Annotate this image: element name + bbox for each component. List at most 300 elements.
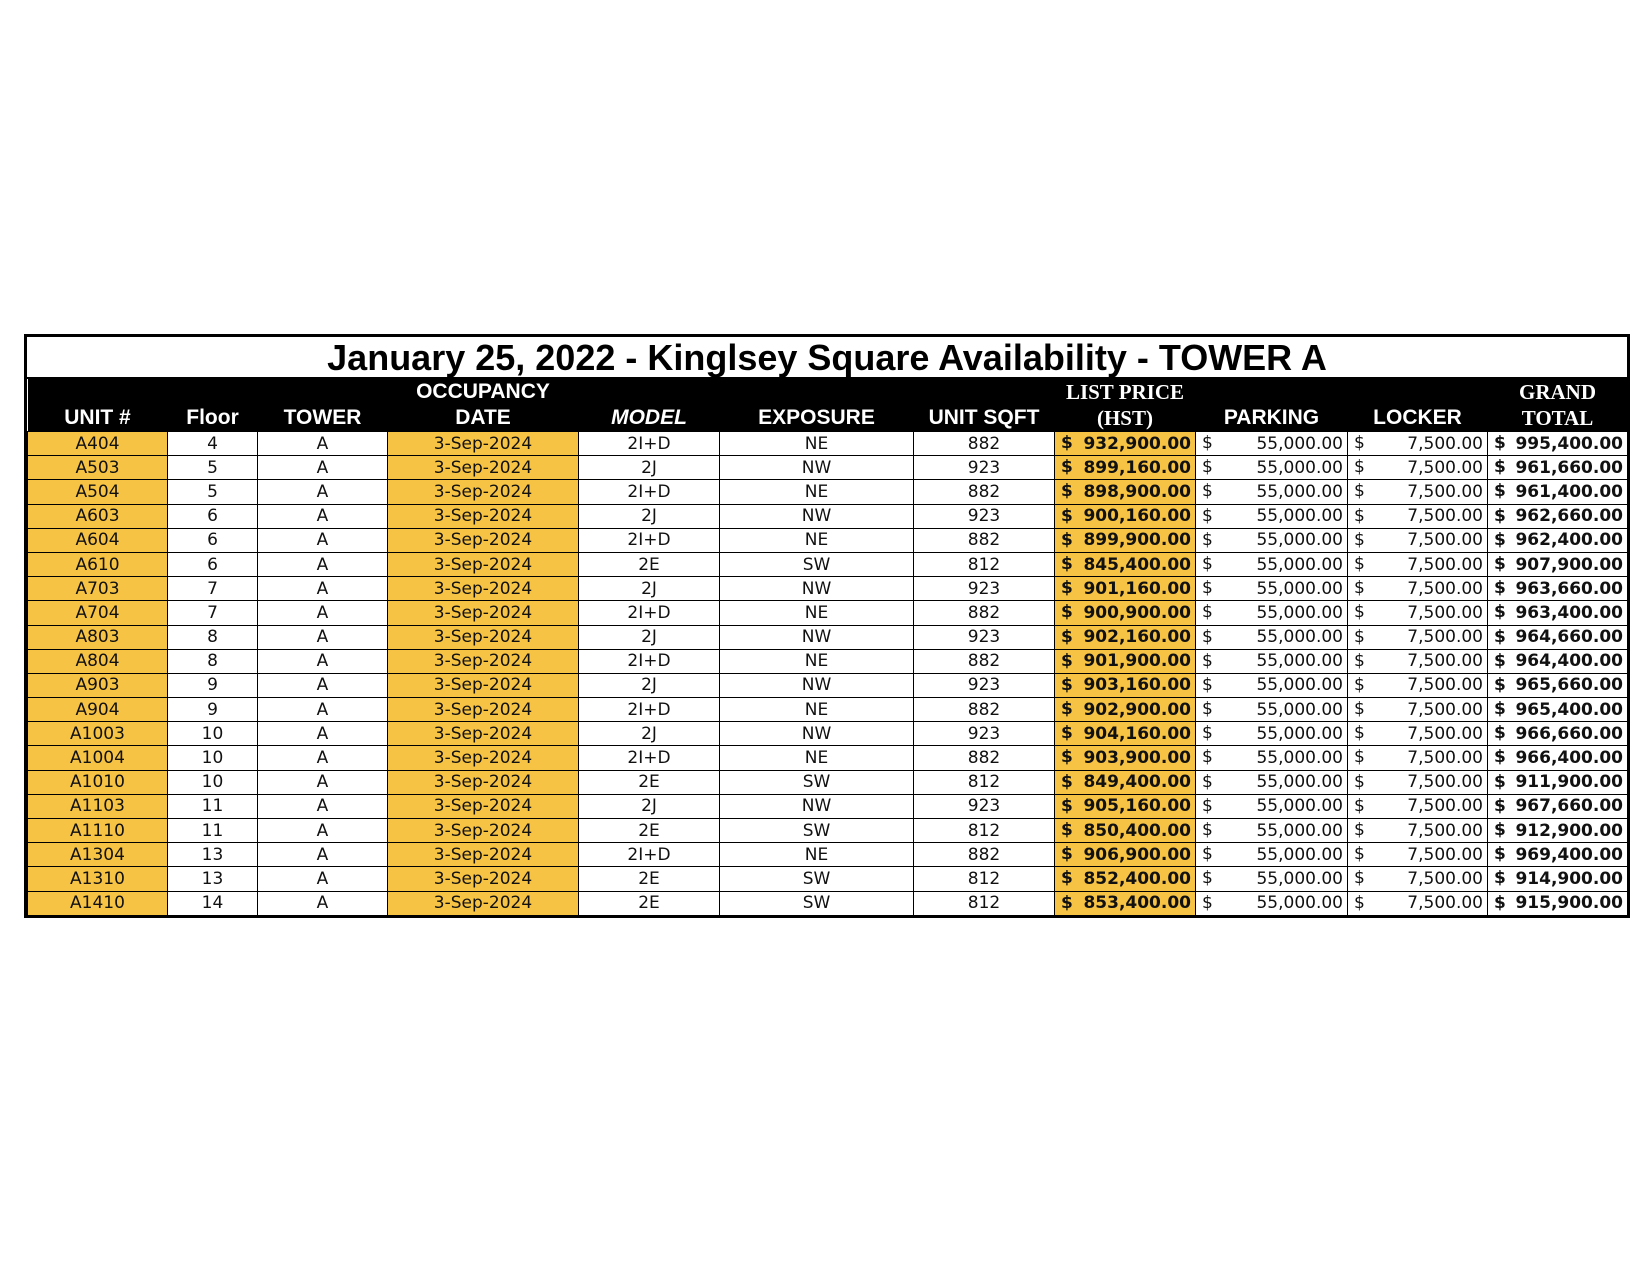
cell-grand-total-value: 962,400.00 [1515, 530, 1623, 551]
cell-model: 2J [579, 673, 720, 697]
cell-floor: 7 [168, 577, 258, 601]
cell-occupancy-date: 3-Sep-2024 [388, 843, 579, 867]
cell-floor: 8 [168, 625, 258, 649]
cell-unit: A1003 [28, 722, 168, 746]
cell-floor: 5 [168, 480, 258, 504]
currency-symbol: $ [1061, 529, 1073, 550]
currency-symbol: $ [1061, 674, 1073, 695]
cell-parking-value: 55,000.00 [1256, 893, 1343, 914]
table-row [28, 432, 1628, 456]
cell-floor: 11 [168, 794, 258, 818]
currency-symbol: $ [1354, 650, 1365, 671]
sheet-title: January 25, 2022 - Kinglsey Square Availability - TOWER A [27, 337, 1627, 379]
currency-symbol: $ [1494, 553, 1506, 574]
header-grand-total [1488, 379, 1628, 432]
cell-locker-value: 7,500.00 [1407, 506, 1483, 527]
header-floor: Floor [168, 379, 258, 432]
cell-unit-sqft: 923 [914, 673, 1055, 697]
table-body [28, 432, 1628, 915]
currency-symbol: $ [1354, 795, 1365, 816]
cell-grand-total-value: 967,660.00 [1515, 796, 1623, 817]
header-model: MODEL [579, 379, 720, 432]
table-row [28, 456, 1628, 480]
table-row [28, 698, 1628, 722]
cell-floor: 14 [168, 891, 258, 915]
currency-symbol: $ [1354, 747, 1365, 768]
cell-list-price [1055, 552, 1196, 576]
cell-unit: A504 [28, 480, 168, 504]
table-row [28, 528, 1628, 552]
cell-unit-sqft: 812 [914, 867, 1055, 891]
cell-locker-value: 7,500.00 [1407, 748, 1483, 769]
table-row [28, 819, 1628, 843]
cell-floor: 6 [168, 552, 258, 576]
cell-occupancy-date: 3-Sep-2024 [388, 698, 579, 722]
cell-list-price-value: 850,400.00 [1083, 820, 1191, 841]
cell-parking [1196, 480, 1348, 504]
cell-grand-total [1488, 746, 1628, 770]
cell-parking [1196, 722, 1348, 746]
currency-symbol: $ [1202, 481, 1213, 502]
cell-model: 2J [579, 794, 720, 818]
currency-symbol: $ [1354, 820, 1365, 840]
cell-grand-total-value: 962,660.00 [1515, 506, 1623, 527]
cell-list-price-value: 904,160.00 [1083, 723, 1191, 744]
cell-floor: 13 [168, 867, 258, 891]
cell-parking [1196, 577, 1348, 601]
cell-list-price-value: 900,160.00 [1083, 506, 1191, 527]
cell-occupancy-date: 3-Sep-2024 [388, 504, 579, 528]
cell-parking-value: 55,000.00 [1256, 457, 1343, 478]
cell-tower: A [258, 891, 388, 915]
cell-occupancy-date: 3-Sep-2024 [388, 432, 579, 456]
cell-list-price [1055, 843, 1196, 867]
currency-symbol: $ [1202, 723, 1213, 744]
cell-grand-total [1488, 577, 1628, 601]
cell-locker-value: 7,500.00 [1407, 723, 1483, 744]
cell-list-price-value: 901,900.00 [1083, 651, 1191, 672]
header-occupancy-line1: OCCUPANCY [416, 380, 550, 403]
cell-occupancy-date: 3-Sep-2024 [388, 601, 579, 625]
currency-symbol: $ [1202, 457, 1213, 478]
cell-grand-total [1488, 649, 1628, 673]
cell-unit: A703 [28, 577, 168, 601]
cell-exposure: NE [720, 843, 914, 867]
cell-exposure: NE [720, 698, 914, 722]
currency-symbol: $ [1494, 602, 1506, 623]
currency-symbol: $ [1494, 771, 1506, 792]
currency-symbol: $ [1354, 674, 1365, 695]
cell-locker-value: 7,500.00 [1407, 602, 1483, 623]
cell-parking [1196, 673, 1348, 697]
cell-floor: 7 [168, 601, 258, 625]
header-tower: TOWER [258, 379, 388, 432]
cell-exposure: NW [720, 625, 914, 649]
cell-parking-value: 55,000.00 [1256, 602, 1343, 623]
cell-list-price-value: 906,900.00 [1083, 844, 1191, 865]
header-unit: UNIT # [28, 379, 168, 432]
cell-locker [1348, 456, 1488, 480]
currency-symbol: $ [1061, 820, 1073, 840]
cell-list-price [1055, 746, 1196, 770]
cell-parking [1196, 698, 1348, 722]
cell-parking [1196, 819, 1348, 843]
currency-symbol: $ [1202, 529, 1213, 550]
cell-locker-value: 7,500.00 [1407, 796, 1483, 817]
cell-list-price-value: 901,160.00 [1083, 578, 1191, 599]
cell-list-price [1055, 504, 1196, 528]
cell-unit-sqft: 882 [914, 843, 1055, 867]
table-row [28, 746, 1628, 770]
cell-unit-sqft: 923 [914, 625, 1055, 649]
cell-unit: A804 [28, 649, 168, 673]
cell-unit: A503 [28, 456, 168, 480]
header-list-price-line1: LIST PRICE [1065, 380, 1185, 404]
cell-exposure: SW [720, 770, 914, 794]
cell-model: 2J [579, 722, 720, 746]
cell-unit: A1103 [28, 794, 168, 818]
cell-parking-value: 55,000.00 [1256, 578, 1343, 599]
cell-occupancy-date: 3-Sep-2024 [388, 456, 579, 480]
currency-symbol: $ [1202, 433, 1213, 453]
cell-list-price-value: 900,900.00 [1083, 602, 1191, 623]
cell-occupancy-date: 3-Sep-2024 [388, 649, 579, 673]
currency-symbol: $ [1494, 723, 1506, 744]
cell-grand-total-value: 966,660.00 [1515, 723, 1623, 744]
currency-symbol: $ [1494, 747, 1506, 768]
currency-symbol: $ [1061, 433, 1073, 453]
currency-symbol: $ [1202, 892, 1213, 913]
cell-list-price-value: 902,900.00 [1083, 699, 1191, 720]
cell-occupancy-date: 3-Sep-2024 [388, 722, 579, 746]
cell-unit-sqft: 812 [914, 891, 1055, 915]
table-row [28, 673, 1628, 697]
cell-parking-value: 55,000.00 [1256, 627, 1343, 648]
cell-tower: A [258, 432, 388, 456]
table-row [28, 625, 1628, 649]
cell-locker-value: 7,500.00 [1407, 627, 1483, 648]
cell-tower: A [258, 698, 388, 722]
currency-symbol: $ [1494, 650, 1506, 671]
cell-list-price [1055, 601, 1196, 625]
cell-unit-sqft: 923 [914, 504, 1055, 528]
cell-model: 2J [579, 577, 720, 601]
cell-list-price-value: 903,160.00 [1083, 675, 1191, 696]
currency-symbol: $ [1202, 747, 1213, 768]
cell-locker-value: 7,500.00 [1407, 578, 1483, 599]
cell-locker [1348, 819, 1488, 843]
currency-symbol: $ [1202, 626, 1213, 647]
table-row [28, 867, 1628, 891]
cell-locker-value: 7,500.00 [1407, 554, 1483, 575]
currency-symbol: $ [1494, 529, 1506, 550]
cell-model: 2I+D [579, 746, 720, 770]
cell-grand-total [1488, 552, 1628, 576]
cell-locker [1348, 746, 1488, 770]
cell-grand-total-value: 966,400.00 [1515, 748, 1623, 769]
currency-symbol: $ [1354, 626, 1365, 647]
cell-tower: A [258, 819, 388, 843]
header-locker: LOCKER [1348, 379, 1488, 432]
cell-grand-total-value: 969,400.00 [1515, 844, 1623, 865]
currency-symbol: $ [1354, 868, 1365, 889]
cell-list-price [1055, 867, 1196, 891]
cell-grand-total [1488, 819, 1628, 843]
currency-symbol: $ [1061, 578, 1073, 599]
cell-unit: A603 [28, 504, 168, 528]
cell-parking-value: 55,000.00 [1256, 530, 1343, 551]
cell-parking-value: 55,000.00 [1256, 699, 1343, 720]
cell-model: 2I+D [579, 432, 720, 456]
cell-grand-total-value: 963,400.00 [1515, 602, 1623, 623]
cell-occupancy-date: 3-Sep-2024 [388, 770, 579, 794]
cell-locker-value: 7,500.00 [1407, 868, 1483, 889]
cell-grand-total [1488, 601, 1628, 625]
cell-floor: 4 [168, 432, 258, 456]
cell-list-price [1055, 577, 1196, 601]
cell-unit-sqft: 923 [914, 456, 1055, 480]
cell-model: 2E [579, 891, 720, 915]
cell-unit-sqft: 882 [914, 480, 1055, 504]
cell-grand-total [1488, 698, 1628, 722]
currency-symbol: $ [1354, 481, 1365, 502]
cell-grand-total-value: 964,400.00 [1515, 651, 1623, 672]
cell-unit: A1410 [28, 891, 168, 915]
header-unit-sqft: UNIT SQFT [914, 379, 1055, 432]
cell-tower: A [258, 770, 388, 794]
cell-exposure: NE [720, 649, 914, 673]
cell-exposure: NE [720, 432, 914, 456]
cell-grand-total [1488, 432, 1628, 456]
cell-unit-sqft: 882 [914, 432, 1055, 456]
cell-locker [1348, 649, 1488, 673]
cell-locker [1348, 843, 1488, 867]
cell-unit-sqft: 882 [914, 601, 1055, 625]
cell-list-price [1055, 770, 1196, 794]
cell-locker [1348, 577, 1488, 601]
cell-parking [1196, 625, 1348, 649]
cell-grand-total-value: 963,660.00 [1515, 578, 1623, 599]
cell-parking [1196, 794, 1348, 818]
cell-unit: A803 [28, 625, 168, 649]
header-grand-total-line1: GRAND [1519, 380, 1596, 404]
cell-exposure: NW [720, 456, 914, 480]
table-row [28, 722, 1628, 746]
cell-unit-sqft: 882 [914, 649, 1055, 673]
cell-floor: 10 [168, 746, 258, 770]
currency-symbol: $ [1202, 674, 1213, 695]
cell-unit-sqft: 923 [914, 794, 1055, 818]
cell-exposure: SW [720, 891, 914, 915]
cell-parking-value: 55,000.00 [1256, 506, 1343, 527]
cell-exposure: SW [720, 819, 914, 843]
cell-exposure: NW [720, 794, 914, 818]
currency-symbol: $ [1061, 457, 1073, 478]
cell-list-price [1055, 528, 1196, 552]
currency-symbol: $ [1494, 626, 1506, 647]
cell-list-price-value: 845,400.00 [1083, 554, 1191, 575]
cell-occupancy-date: 3-Sep-2024 [388, 794, 579, 818]
table-row [28, 770, 1628, 794]
currency-symbol: $ [1061, 747, 1073, 768]
cell-floor: 10 [168, 722, 258, 746]
cell-exposure: NE [720, 480, 914, 504]
cell-unit: A1304 [28, 843, 168, 867]
cell-floor: 6 [168, 504, 258, 528]
cell-exposure: SW [720, 867, 914, 891]
cell-tower: A [258, 722, 388, 746]
cell-parking [1196, 432, 1348, 456]
currency-symbol: $ [1061, 626, 1073, 647]
cell-grand-total [1488, 456, 1628, 480]
cell-model: 2I+D [579, 649, 720, 673]
cell-occupancy-date: 3-Sep-2024 [388, 480, 579, 504]
cell-locker [1348, 528, 1488, 552]
cell-grand-total [1488, 867, 1628, 891]
currency-symbol: $ [1061, 553, 1073, 574]
cell-tower: A [258, 528, 388, 552]
cell-tower: A [258, 577, 388, 601]
cell-unit: A904 [28, 698, 168, 722]
cell-locker-value: 7,500.00 [1407, 530, 1483, 551]
currency-symbol: $ [1494, 820, 1506, 840]
cell-locker [1348, 625, 1488, 649]
header-list-price [1055, 379, 1196, 432]
currency-symbol: $ [1061, 868, 1073, 889]
cell-unit-sqft: 882 [914, 746, 1055, 770]
cell-parking-value: 55,000.00 [1256, 748, 1343, 769]
cell-model: 2J [579, 456, 720, 480]
cell-grand-total-value: 911,900.00 [1515, 772, 1623, 793]
cell-unit: A404 [28, 432, 168, 456]
cell-unit: A610 [28, 552, 168, 576]
currency-symbol: $ [1494, 481, 1506, 502]
currency-symbol: $ [1202, 650, 1213, 671]
cell-locker-value: 7,500.00 [1407, 675, 1483, 696]
cell-model: 2E [579, 867, 720, 891]
cell-grand-total-value: 915,900.00 [1515, 893, 1623, 914]
currency-symbol: $ [1354, 892, 1365, 913]
cell-locker [1348, 504, 1488, 528]
cell-locker-value: 7,500.00 [1407, 457, 1483, 478]
cell-parking-value: 55,000.00 [1256, 433, 1343, 454]
cell-parking-value: 55,000.00 [1256, 868, 1343, 889]
table-row [28, 480, 1628, 504]
cell-locker [1348, 432, 1488, 456]
header-occupancy-date [388, 379, 579, 432]
table-row [28, 601, 1628, 625]
cell-floor: 13 [168, 843, 258, 867]
cell-grand-total [1488, 794, 1628, 818]
cell-locker [1348, 770, 1488, 794]
cell-unit-sqft: 882 [914, 528, 1055, 552]
cell-floor: 11 [168, 819, 258, 843]
cell-occupancy-date: 3-Sep-2024 [388, 528, 579, 552]
cell-list-price [1055, 673, 1196, 697]
cell-floor: 9 [168, 698, 258, 722]
cell-occupancy-date: 3-Sep-2024 [388, 552, 579, 576]
currency-symbol: $ [1202, 578, 1213, 599]
cell-unit: A1004 [28, 746, 168, 770]
currency-symbol: $ [1354, 602, 1365, 623]
currency-symbol: $ [1354, 844, 1365, 865]
currency-symbol: $ [1354, 457, 1365, 478]
cell-parking-value: 55,000.00 [1256, 675, 1343, 696]
cell-unit-sqft: 812 [914, 552, 1055, 576]
currency-symbol: $ [1202, 771, 1213, 792]
cell-parking [1196, 528, 1348, 552]
currency-symbol: $ [1354, 529, 1365, 550]
cell-list-price [1055, 794, 1196, 818]
currency-symbol: $ [1354, 771, 1365, 792]
cell-model: 2I+D [579, 843, 720, 867]
cell-occupancy-date: 3-Sep-2024 [388, 819, 579, 843]
cell-occupancy-date: 3-Sep-2024 [388, 625, 579, 649]
cell-parking [1196, 552, 1348, 576]
table-row [28, 552, 1628, 576]
cell-parking [1196, 770, 1348, 794]
cell-list-price [1055, 698, 1196, 722]
cell-locker-value: 7,500.00 [1407, 433, 1483, 454]
cell-parking [1196, 649, 1348, 673]
cell-tower: A [258, 746, 388, 770]
table-row [28, 891, 1628, 915]
currency-symbol: $ [1061, 481, 1073, 502]
cell-tower: A [258, 504, 388, 528]
currency-symbol: $ [1494, 674, 1506, 695]
cell-locker [1348, 673, 1488, 697]
currency-symbol: $ [1354, 505, 1365, 526]
currency-symbol: $ [1061, 602, 1073, 623]
cell-exposure: NW [720, 577, 914, 601]
cell-parking-value: 55,000.00 [1256, 796, 1343, 817]
cell-unit-sqft: 882 [914, 698, 1055, 722]
cell-parking-value: 55,000.00 [1256, 481, 1343, 502]
cell-occupancy-date: 3-Sep-2024 [388, 673, 579, 697]
cell-model: 2E [579, 770, 720, 794]
cell-parking-value: 55,000.00 [1256, 844, 1343, 865]
currency-symbol: $ [1494, 795, 1506, 816]
currency-symbol: $ [1494, 457, 1506, 478]
currency-symbol: $ [1494, 578, 1506, 599]
cell-list-price [1055, 649, 1196, 673]
cell-tower: A [258, 552, 388, 576]
cell-parking-value: 55,000.00 [1256, 772, 1343, 793]
cell-parking [1196, 867, 1348, 891]
cell-list-price-value: 899,160.00 [1083, 457, 1191, 478]
currency-symbol: $ [1354, 433, 1365, 453]
cell-tower: A [258, 867, 388, 891]
cell-grand-total-value: 914,900.00 [1515, 868, 1623, 889]
cell-exposure: NW [720, 722, 914, 746]
cell-list-price-value: 902,160.00 [1083, 627, 1191, 648]
cell-parking [1196, 891, 1348, 915]
cell-list-price-value: 903,900.00 [1083, 748, 1191, 769]
cell-model: 2I+D [579, 601, 720, 625]
cell-grand-total [1488, 722, 1628, 746]
cell-list-price [1055, 456, 1196, 480]
cell-parking [1196, 601, 1348, 625]
cell-floor: 10 [168, 770, 258, 794]
header-grand-total-line2: TOTAL [1521, 406, 1594, 430]
table-row [28, 843, 1628, 867]
cell-grand-total-value: 907,900.00 [1515, 554, 1623, 575]
cell-locker [1348, 601, 1488, 625]
availability-sheet [24, 334, 1630, 918]
currency-symbol: $ [1494, 505, 1506, 526]
cell-parking-value: 55,000.00 [1256, 554, 1343, 575]
cell-model: 2E [579, 552, 720, 576]
